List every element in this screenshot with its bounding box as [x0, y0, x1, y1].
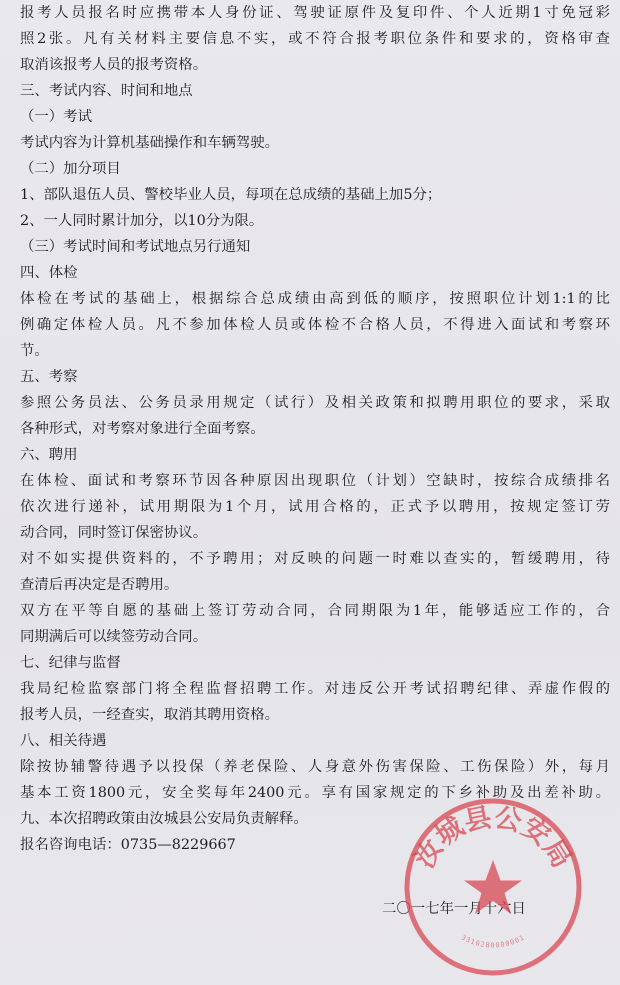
document-line: 照2张。凡有关材料主要信息不实，或不符合报考职位条件和要求的，资格审查 — [20, 31, 610, 47]
document-line: 除按协辅警待遇予以投保（养老保险、人身意外伤害保险、工伤保险）外，每月 — [20, 759, 610, 775]
document-line: 例确定体检人员。凡不参加体检人员或体检不合格人员，不得进入面试和考察环 — [20, 317, 610, 333]
document-line: 体检在考试的基础上，根据综合总成绩由高到低的顺序，按照职位计划1:1的比 — [20, 291, 610, 307]
document-line: 基本工资1800元，安全奖每年2400元。享有国家规定的下乡补助及出差补助。 — [20, 785, 610, 801]
document-line: 各种形式，对考察对象进行全面考察。 — [20, 421, 265, 437]
document-line: 1、部队退伍人员、警校毕业人员，每项在总成绩的基础上加5分； — [20, 187, 442, 203]
document-line: 动合同，同时签订保密协议。 — [20, 525, 208, 541]
document-line: （三）考试时间和考试地点另行通知 — [20, 239, 251, 255]
document-date: 二〇一七年一月十六日 — [382, 901, 526, 917]
document-line: 报考人员，一经查实，取消其聘用资格。 — [20, 707, 280, 723]
official-seal — [398, 792, 588, 982]
document-line: 我局纪检监察部门将全程监督招聘工作。对违反公开考试招聘纪律、弄虚作假的 — [20, 681, 610, 697]
document-line: 九、本次招聘政策由汝城县公安局负责解释。 — [20, 811, 308, 827]
document-line: 七、纪律与监督 — [20, 655, 121, 671]
document-line: 2、一人同时累计加分，以10分为限。 — [20, 213, 264, 229]
document-line: 在体检、面试和考察环节因各种原因出现职位（计划）空缺时，按综合成绩排名 — [20, 473, 610, 489]
document-line: 取消该报考人员的报考资格。 — [20, 57, 208, 73]
document-line: 节。 — [20, 343, 49, 359]
document-line: 参照公务员法、公务员录用规定（试行）及相关政策和拟聘用职位的要求，采取 — [20, 395, 610, 411]
document-line: 报考人员报名时应携带本人身份证、驾驶证原件及复印件、个人近期1寸免冠彩 — [20, 5, 610, 21]
document-line: 报名咨询电话：0735—8229667 — [20, 837, 236, 853]
document-line: （一）考试 — [20, 109, 92, 125]
document-line: 双方在平等自愿的基础上签订劳动合同，合同期限为1年，能够适应工作的，合 — [20, 603, 610, 619]
document-line: 查清后再决定是否聘用。 — [20, 577, 179, 593]
seal-number: 3310280000001 — [459, 933, 527, 950]
seal-text: 汝城县公安局 — [408, 802, 578, 874]
document-line: 同期满后可以续签劳动合同。 — [20, 629, 208, 645]
document-line: （二）加分项目 — [20, 161, 121, 177]
document-line: 四、体检 — [20, 265, 78, 281]
document-line: 五、考察 — [20, 369, 78, 385]
star-icon — [464, 860, 522, 914]
document-line: 三、考试内容、时间和地点 — [20, 83, 193, 99]
document-line: 考试内容为计算机基础操作和车辆驾驶。 — [20, 135, 280, 151]
document-body — [20, 0, 610, 858]
document-line: 依次进行递补，试用期限为1个月，试用合格的，正式予以聘用，按规定签订劳 — [20, 499, 610, 515]
document-line: 八、相关待遇 — [20, 733, 107, 749]
document-line: 六、聘用 — [20, 447, 78, 463]
document-line: 对不如实提供资料的，不予聘用；对反映的问题一时难以查实的，暂缓聘用，待 — [20, 551, 610, 567]
